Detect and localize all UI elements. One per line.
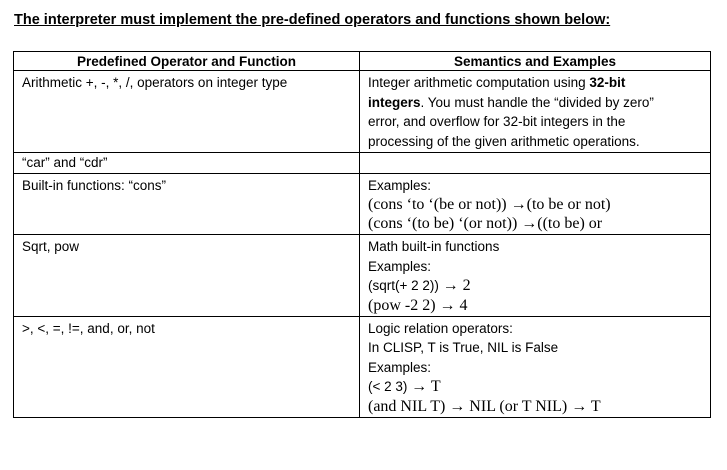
header-semantics: Semantics and Examples xyxy=(360,52,711,71)
semantics-line: Math built-in functions xyxy=(368,239,500,254)
table-row xyxy=(14,71,711,153)
semantics-cell xyxy=(360,235,711,317)
semantics-line: Examples: xyxy=(368,258,432,274)
semantics-line: Integer arithmetic computation using 32-bit xyxy=(368,75,626,90)
example-line: (pow -2 2) → 4 xyxy=(368,296,468,314)
semantics-line: Examples: xyxy=(368,177,432,193)
semantics-cell xyxy=(360,153,711,174)
example-line: (sqrt(+ 2 2)) → 2 xyxy=(368,277,471,294)
example-line: (cons ‘(to be) ‘(or not)) →((to be) or xyxy=(368,215,603,232)
header-operator: Predefined Operator and Function xyxy=(14,52,360,71)
semantics-line: Logic relation operators: xyxy=(368,320,513,336)
semantics-line: In CLISP, T is True, NIL is False xyxy=(368,340,559,355)
table-row xyxy=(14,153,711,174)
table-row xyxy=(14,316,711,417)
page-heading: The interpreter must implement the pre-defined operators and functions shown below: xyxy=(14,12,611,28)
semantics-cell xyxy=(360,173,711,235)
semantics-line: integers. You must handle the “divided by zero” xyxy=(368,94,654,110)
table-row xyxy=(14,173,711,235)
semantics-line: error, and overflow for 32-bit integers in the xyxy=(368,114,626,129)
example-line: (< 2 3) → T xyxy=(368,378,441,395)
example-line: (and NIL T) → NIL (or T NIL) → T xyxy=(368,397,601,415)
operator-cell: Arithmetic +, -, *, /, operators on integer type xyxy=(14,71,360,153)
operator-cell: Sqrt, pow xyxy=(14,235,360,317)
table-header-row xyxy=(14,52,711,71)
semantics-cell xyxy=(360,71,711,153)
table-row xyxy=(14,235,711,317)
example-line: (cons ‘to ‘(be or not)) →(to be or not) xyxy=(368,196,611,213)
operator-cell: “car” and “cdr” xyxy=(14,153,360,174)
semantics-cell xyxy=(360,316,711,417)
semantics-line: processing of the given arithmetic operations. xyxy=(368,133,640,149)
operator-cell: Built-in functions: “cons” xyxy=(14,173,360,235)
operators-table xyxy=(13,51,711,418)
semantics-line: Examples: xyxy=(368,359,432,375)
operator-cell: >, <, =, !=, and, or, not xyxy=(14,316,360,417)
